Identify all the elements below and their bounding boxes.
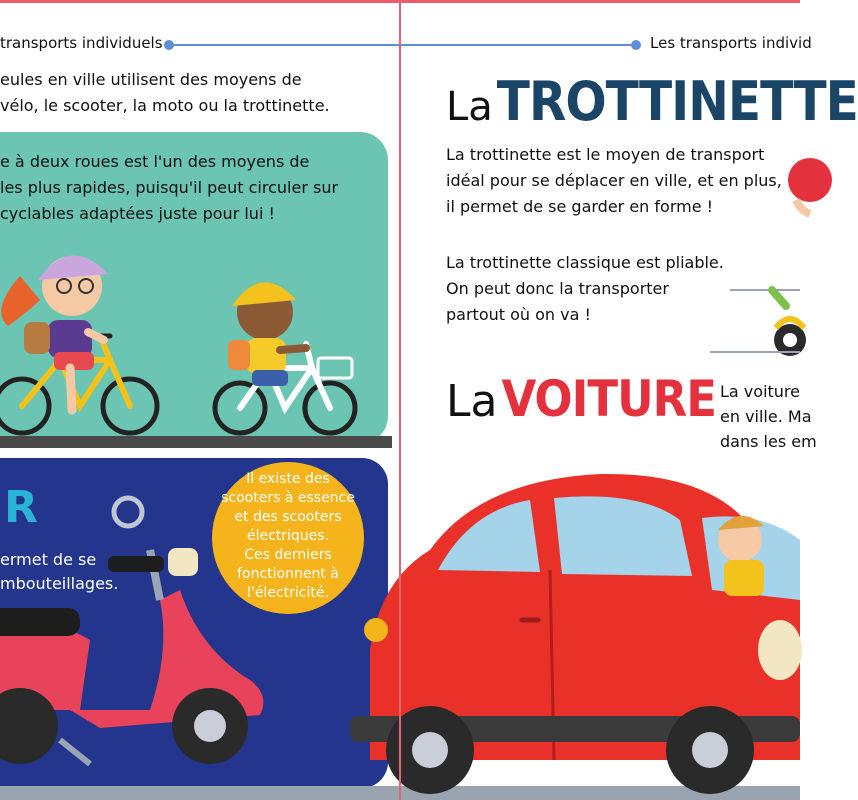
page-gutter	[399, 0, 401, 800]
scooter-text-line-2: mbouteillages.	[0, 574, 119, 593]
trottinette-text2-line-1: La trottinette classique est pliable.	[446, 253, 724, 272]
trottinette-article: La	[446, 84, 493, 130]
trottinette-text-line-1: La trottinette est le moyen de transport	[446, 145, 765, 164]
left-page-header: transports individuels	[0, 34, 163, 52]
voiture-text-line-2: en ville. Ma	[720, 407, 812, 426]
girl-hair	[1, 276, 40, 326]
fact-bubble-text: Il existe des scooters à essence et des scooters électriques. Ces derniers fonctionnent à l'électricité.	[221, 471, 355, 601]
left-intro-line-2: vélo, le scooter, la moto ou la trottinette.	[0, 96, 330, 115]
trottinette-heading	[446, 70, 858, 133]
trottinette-text-line-2: idéal pour se déplacer en ville, et en plus,	[446, 171, 782, 190]
scooter-illustration	[0, 490, 290, 790]
bike-lane-road	[0, 436, 392, 448]
trottinette-text2-line-3: partout où on va !	[446, 305, 591, 324]
car-illustration	[340, 460, 800, 790]
left-header-rule	[172, 44, 400, 46]
trottinette-rider-illustration	[700, 140, 800, 370]
left-intro-line-1: eules en ville utilisent des moyens de	[0, 70, 302, 89]
trottinette-text-line-3: il permet de se garder en forme !	[446, 197, 714, 216]
trottinette-text2-line-2: On peut donc la transporter	[446, 279, 669, 298]
voiture-heading	[446, 370, 716, 428]
left-header-dot	[164, 40, 174, 50]
bike-text-line-2: les plus rapides, puisqu'il peut circuler sur	[0, 178, 339, 197]
voiture-title: VOITURE	[501, 370, 716, 428]
right-header-rule	[401, 44, 633, 46]
trottinette-title: TROTTINETTE	[496, 70, 858, 133]
bike-text-line-3: cyclables adaptées juste pour lui !	[0, 204, 275, 223]
right-page-header: Les transports individ	[650, 34, 812, 52]
scooter-title-fragment: R	[4, 482, 38, 533]
voiture-text-line-3: dans les em	[720, 432, 817, 451]
bike-text-line-1: e à deux roues est l'un des moyens de	[0, 152, 310, 171]
voiture-article: La	[446, 376, 498, 427]
voiture-text-line-1: La voiture	[720, 382, 800, 401]
scooter-text-line-1: ermet de se	[0, 550, 97, 569]
cyclists-illustration	[0, 240, 392, 440]
